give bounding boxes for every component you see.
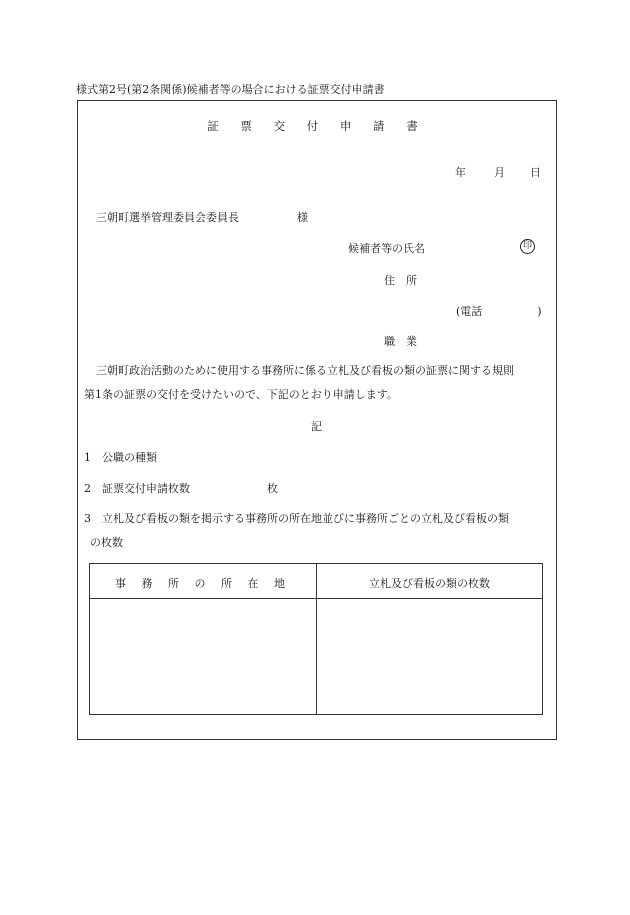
item-3-line-1: 3 立札及び看板の類を掲示する事務所の所在地並びに事務所ごとの立札及び看板の類 (84, 512, 509, 525)
form-title: 証 票 交 付 申 請 書 (207, 119, 427, 133)
date-day: 日 (530, 166, 541, 179)
office-table (89, 563, 543, 715)
body-text-line-1: 三朝町政治活動のために使用する事務所に係る立札及び看板の類の証票に関する規則 (96, 364, 514, 377)
table-header-office-location: 事 務 所 の 所 在 地 (115, 577, 291, 590)
table-cell-office-location[interactable] (90, 599, 316, 714)
applicant-phone-label: (電話 ) (456, 305, 542, 318)
ki-heading: 記 (311, 420, 322, 433)
applicant-name-label: 候補者等の氏名 (348, 242, 425, 255)
applicant-occupation-label: 職 業 (384, 335, 417, 348)
addressee-honorific: 様 (297, 211, 308, 224)
addressee-name: 三朝町選挙管理委員会委員長 (96, 211, 239, 224)
date-year: 年 (455, 166, 466, 179)
body-text-line-2: 第1条の証票の交付を受けたいので、下記のとおり申請します。 (84, 388, 398, 401)
date-month: 月 (494, 166, 505, 179)
form-label: 様式第2号(第2条関係)候補者等の場合における証票交付申請書 (76, 83, 385, 96)
table-header-sign-count: 立札及び看板の類の枚数 (369, 577, 490, 590)
applicant-address-label: 住 所 (384, 274, 417, 287)
item-3-line-2: の枚数 (90, 536, 123, 549)
item-2-unit: 枚 (267, 482, 278, 495)
seal-mark: 印 (520, 239, 535, 254)
table-cell-sign-count[interactable] (317, 599, 542, 714)
item-1: 1 公職の種類 (84, 451, 157, 464)
item-2: 2 証票交付申請枚数 (84, 482, 190, 495)
